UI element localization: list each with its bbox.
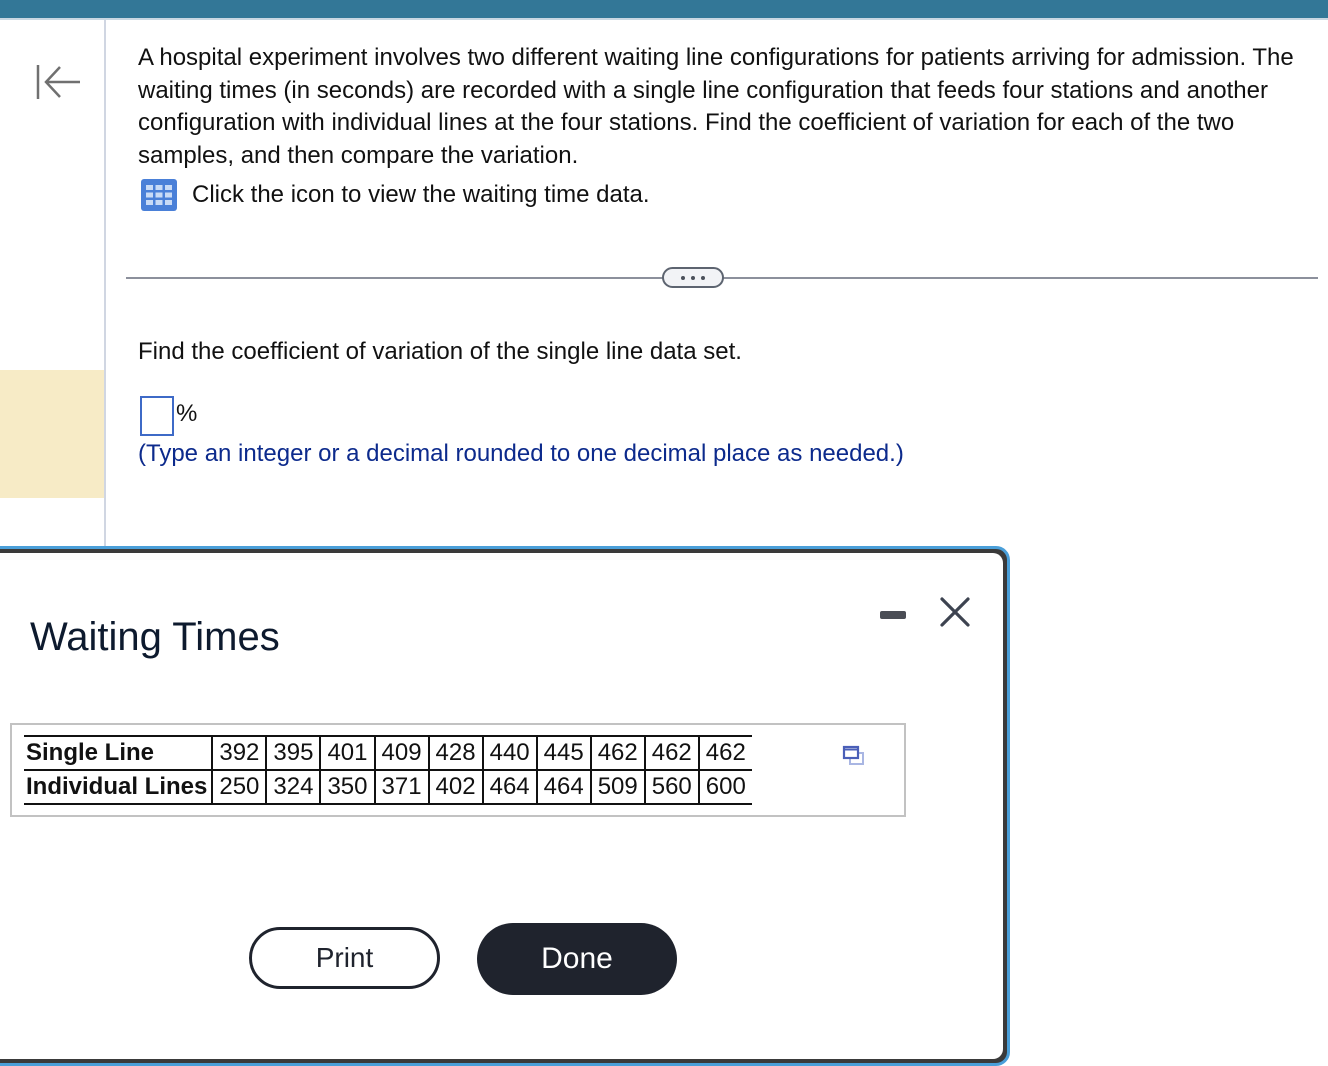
table-cell: 464 [537, 770, 591, 804]
close-button[interactable] [938, 595, 972, 629]
table-cell: 392 [212, 736, 266, 770]
dialog-title: Waiting Times [30, 615, 280, 659]
show-more-button[interactable] [662, 267, 724, 288]
row-label: Single Line [24, 736, 212, 770]
arrow-left-to-bar-icon [34, 62, 82, 102]
row-label: Individual Lines [24, 770, 212, 804]
table-cell: 462 [591, 736, 645, 770]
table-cell: 428 [429, 736, 483, 770]
table-cell: 250 [212, 770, 266, 804]
ellipsis-icon [681, 276, 685, 280]
table-cell: 371 [375, 770, 429, 804]
waiting-times-table [24, 735, 752, 805]
table-cell: 409 [375, 736, 429, 770]
table-cell: 350 [320, 770, 374, 804]
table-cell: 445 [537, 736, 591, 770]
print-button[interactable]: Print [249, 927, 440, 989]
data-table-container [10, 723, 906, 817]
table-row [24, 770, 752, 804]
copy-to-clipboard-button[interactable] [842, 745, 866, 767]
table-cell: 462 [699, 736, 752, 770]
question-text: A hospital experiment involves two different waiting line configurations for patients arriving for admission. The waiting times (in seconds) are recorded with a single line configuration that feeds four stations and another configuration with individual lines at the four stations. Find the coefficient of variation for each of the two samples, and then compare the variation. [138, 44, 1294, 169]
current-part-highlight [0, 370, 104, 498]
ellipsis-icon [701, 276, 705, 280]
table-cell: 401 [320, 736, 374, 770]
answer-hint: (Type an integer or a decimal rounded to one decimal place as needed.) [138, 440, 904, 467]
data-table-icon[interactable] [140, 178, 178, 212]
popout-windows-icon [842, 745, 866, 767]
answer-row [140, 396, 197, 436]
ellipsis-icon [691, 276, 695, 280]
table-cell: 440 [483, 736, 537, 770]
answer-input[interactable] [140, 396, 174, 436]
waiting-times-dialog [0, 546, 1010, 1066]
close-icon [938, 595, 972, 629]
done-button[interactable]: Done [477, 923, 677, 995]
top-bar-divider [0, 18, 1328, 20]
table-cell: 402 [429, 770, 483, 804]
top-bar [0, 0, 1328, 18]
dialog-body [0, 553, 1003, 1059]
table-cell: 509 [591, 770, 645, 804]
minimize-button[interactable] [878, 606, 908, 622]
view-data-link[interactable] [140, 178, 650, 212]
view-data-label[interactable]: Click the icon to view the waiting time data. [192, 181, 650, 208]
table-cell: 324 [266, 770, 320, 804]
percent-unit: % [176, 400, 198, 427]
table-cell: 560 [645, 770, 699, 804]
subquestion-prompt: Find the coefficient of variation of the single line data set. [138, 338, 742, 365]
table-cell: 600 [699, 770, 752, 804]
table-cell: 395 [266, 736, 320, 770]
table-cell: 462 [645, 736, 699, 770]
table-cell: 464 [483, 770, 537, 804]
table-row [24, 736, 752, 770]
minimize-icon [880, 611, 906, 619]
collapse-panel-button[interactable] [34, 62, 82, 102]
